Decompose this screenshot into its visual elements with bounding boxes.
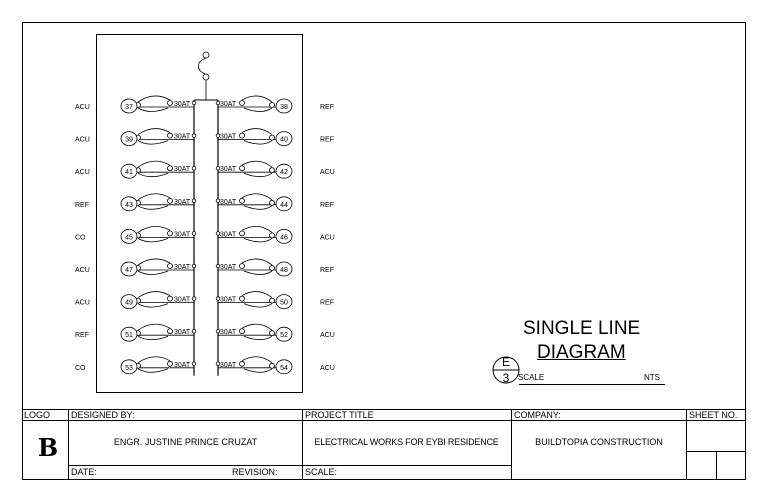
breaker-arc-right-lower [244,108,272,112]
circuit-number-left: 45 [125,234,133,242]
breaker-rating-right: 30AT [220,296,237,304]
breaker-rating-left: 30AT [174,296,191,304]
breaker-terminal [168,361,173,366]
breaker-arc-left [138,226,170,232]
bus-tap [192,264,196,268]
load-label-right: REF [320,299,334,307]
breaker-arc-left [138,161,170,167]
circuit-number-right: 46 [280,234,288,242]
breaker-terminal [240,361,245,366]
breaker-rating-left: 30AT [174,361,191,369]
breaker-arc-right-lower [244,206,272,210]
bus-tap [192,199,196,203]
load-label-left: ACU [75,104,90,111]
load-label-right: REF [320,104,334,111]
breaker-arc-right-lower [244,304,272,308]
sheet-no-label: SHEET NO. [689,410,738,420]
breaker-terminal [270,363,275,368]
breaker-arc-left [138,96,170,102]
project-title: ELECTRICAL WORKS FOR EYBI RESIDENCE [314,437,499,447]
bus-tap [192,329,196,333]
breaker-arc-left-lower [138,206,168,210]
breaker-terminal [168,166,173,171]
breaker-arc-left [138,324,170,330]
breaker-arc-right [242,357,272,363]
breaker-arc-right-lower [244,173,272,177]
breaker-arc-right [242,292,272,298]
bus-tap [192,166,196,170]
load-label-left: ACU [75,136,90,144]
breaker-rating-right: 30AT [220,198,237,206]
breaker-terminal [270,298,275,303]
bus-tap [192,232,196,236]
load-label-left: ACU [75,299,90,307]
circuit-number-right: 42 [280,169,288,177]
revision-label: REVISION: [232,467,278,477]
circuit-number-left: 49 [125,299,133,307]
breaker-arc-left-lower [138,369,168,373]
breaker-terminal [270,200,275,205]
breaker-terminal [270,135,275,140]
load-label-left: CO [75,364,86,372]
breaker-arc-right [242,129,272,135]
load-label-right: ACU [320,332,335,340]
circuit-row [75,259,334,276]
breaker-terminal [270,168,275,173]
bus-tap [192,101,196,105]
breaker-terminal [168,264,173,269]
load-label-right: ACU [320,169,335,177]
circuit-number-right: 40 [280,136,288,144]
scale-value: NTS [644,373,660,382]
load-label-left: REF [75,332,89,340]
designed-by-label: DESIGNED BY: [71,410,135,420]
breaker-arc-left [138,357,170,363]
load-label-right: ACU [320,364,335,372]
breaker-rating-left: 30AT [174,133,191,141]
company-logo: B [37,433,59,462]
breaker-terminal [240,166,245,171]
breaker-arc-right [242,259,272,265]
circuit-number-left: 43 [125,201,133,209]
circuit-number-left: 41 [125,169,133,177]
breaker-arc-right-lower [244,336,272,340]
bus-tap [192,134,196,138]
circuit-number-right: 54 [280,364,288,372]
designer-name: ENGR. JUSTINE PRINCE CRUZAT [113,437,258,447]
circuit-number-right: 52 [280,332,288,340]
circuit-number-left: 53 [125,364,133,372]
breaker-arc-left-lower [138,108,168,112]
circuit-row [75,161,335,178]
circuit-row [75,292,334,309]
breaker-arc-right-lower [244,369,272,373]
logo-label: LOGO [24,410,51,420]
breaker-rating-left: 30AT [174,329,191,337]
breaker-arc-left-lower [138,173,168,177]
breaker-terminal [168,329,173,334]
breaker-arc-right [242,324,272,330]
breaker-arc-left [138,292,170,298]
breaker-terminal [168,133,173,138]
breaker-rating-right: 30AT [220,101,237,108]
breaker-arc-left [138,194,170,200]
breaker-terminal [270,266,275,271]
breaker-terminal [168,296,173,301]
breaker-terminal [240,296,245,301]
circuit-row [75,129,334,146]
breaker-rating-right: 30AT [220,329,237,337]
circuit-row [75,96,334,113]
breaker-arc-left-lower [138,336,168,340]
breaker-terminal [240,133,245,138]
load-label-left: ACU [75,169,90,177]
breaker-arc-left [138,259,170,265]
breaker-arc-right-lower [244,238,272,242]
breaker-arc-right-lower [244,271,272,275]
circuit-number-right: 50 [280,299,288,307]
circuit-number-left: 37 [125,104,133,111]
breaker-rating-right: 30AT [220,133,237,141]
circuit-number-right: 44 [280,201,288,209]
circuit-number-right: 38 [280,104,288,111]
breaker-terminal [240,329,245,334]
breaker-terminal [168,101,173,106]
main-breaker [198,52,209,100]
breaker-arc-left [138,129,170,135]
date-label: DATE: [71,467,97,477]
breaker-rating-right: 30AT [220,166,237,174]
breaker-arc-right [242,96,272,102]
breaker-terminal [240,264,245,269]
bus-tap [192,362,196,366]
breaker-terminal [168,198,173,203]
branch-circuits [75,96,335,374]
scale-field-label: SCALE: [305,467,338,477]
circuit-number-left: 39 [125,136,133,144]
company-name: BUILDTOPIA CONSTRUCTION [535,437,663,447]
load-label-left: ACU [75,267,90,274]
breaker-terminal [240,231,245,236]
breaker-arc-left-lower [138,141,168,145]
drawing-title-line-1: SINGLE LINE [523,318,641,339]
breaker-terminal [240,101,245,106]
breaker-rating-right: 30AT [220,361,237,369]
bus-bars [194,100,218,376]
circuit-number-left: 47 [125,267,133,274]
breaker-arc-right-lower [244,141,272,145]
breaker-rating-left: 30AT [174,231,191,239]
breaker-terminal [270,233,275,238]
breaker-terminal [240,198,245,203]
circuit-number-right: 48 [280,267,288,274]
breaker-terminal [270,103,275,108]
bus-tap [192,297,196,301]
drawing-title-line-2: DIAGRAM [537,342,626,363]
breaker-rating-right: 30AT [220,231,237,239]
breaker-arc-right [242,161,272,167]
breaker-rating-left: 30AT [174,166,191,174]
circuit-row [75,357,335,374]
load-label-right: ACU [320,234,335,242]
circuit-row [75,194,334,211]
scale-caption: SCALE [518,373,545,382]
load-label-right: REF [320,267,334,274]
breaker-rating-left: 30AT [174,101,191,108]
company-label: COMPANY: [514,410,561,420]
sheet-ref-letter: E [501,355,510,369]
breaker-rating-left: 30AT [174,264,191,271]
sheet-ref-number: 3 [502,371,510,385]
breaker-arc-right [242,194,272,200]
breaker-rating-left: 30AT [174,198,191,206]
load-label-left: REF [75,201,89,209]
breaker-rating-right: 30AT [220,264,237,271]
load-label-right: REF [320,136,334,144]
breaker-terminal [270,331,275,336]
circuit-row [75,226,335,243]
breaker-arc-left-lower [138,304,168,308]
circuit-row [75,324,335,341]
load-label-left: CO [75,234,86,242]
breaker-arc-right [242,226,272,232]
project-title-label: PROJECT TITLE [305,410,374,420]
load-label-right: REF [320,201,334,209]
breaker-arc-left-lower [138,271,168,275]
circuit-number-left: 51 [125,332,133,340]
breaker-terminal [168,231,173,236]
breaker-arc-left-lower [138,238,168,242]
